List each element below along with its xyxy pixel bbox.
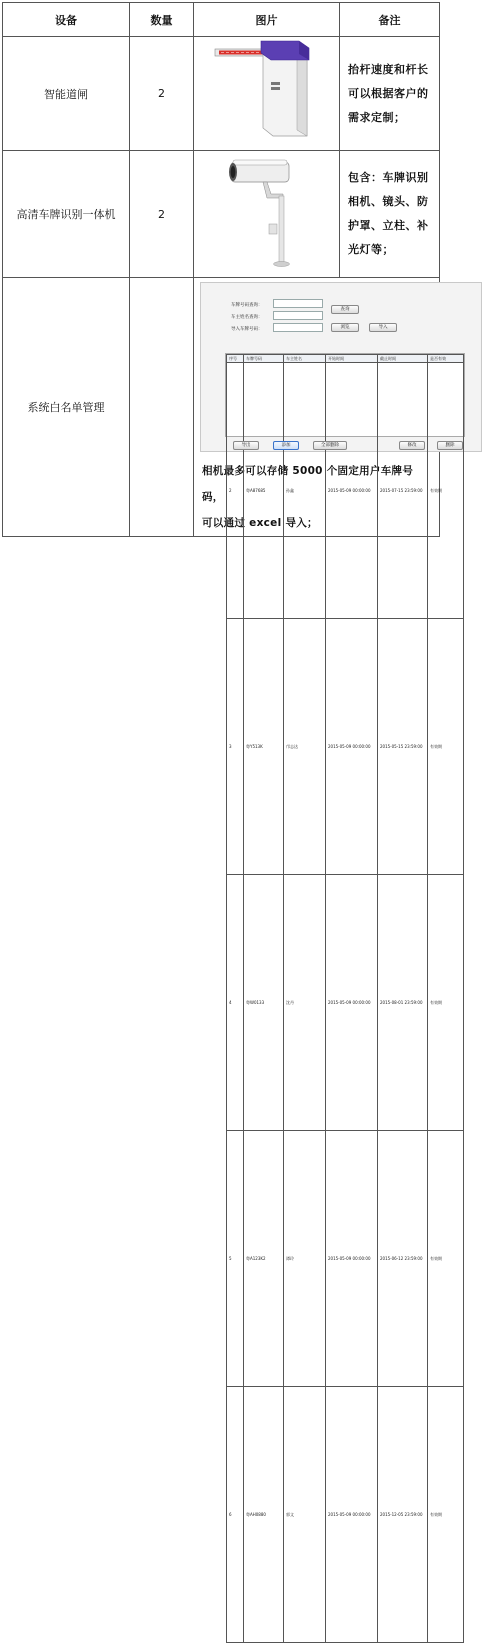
grid-cell: 有效期: [428, 363, 464, 619]
grid-cell: 2015-05-15 23:59:00: [378, 619, 428, 875]
lpr-camera-icon: [197, 152, 337, 272]
grid-cell: 3: [227, 619, 244, 875]
table-row: [3, 151, 440, 278]
whitelist-description-line1: 相机最多可以存储 5000 个固定用户车牌号码，: [202, 465, 414, 503]
grid-row: [227, 1131, 464, 1387]
device-name: 智能道闸: [3, 37, 130, 151]
header-note: 备注: [340, 3, 440, 37]
grid-row: [227, 619, 464, 875]
grid-header: 序号: [227, 355, 244, 363]
grid-cell: 粤A87685: [244, 363, 284, 619]
owner-query-input: [273, 311, 323, 320]
grid-cell: 2015-05-09 00:00:00: [326, 363, 378, 619]
device-image-cell: [194, 37, 340, 151]
device-note: 抬杆速度和杆长可以根据客户的需求定制；: [340, 37, 440, 151]
grid-header: 截止时间: [378, 355, 428, 363]
grid-row: [227, 363, 464, 619]
table-row: [3, 37, 440, 151]
add-button: 添加: [273, 441, 299, 450]
import-button: 导入: [369, 323, 397, 332]
plate-query-input: [273, 299, 323, 308]
grid-cell: 有效期: [428, 1131, 464, 1387]
import-path-input: [273, 323, 323, 332]
grid-row: [227, 875, 464, 1131]
equipment-table: [2, 2, 455, 1517]
import-label: 导入车牌号码：: [231, 327, 263, 332]
grid-header: 车牌号码: [244, 355, 284, 363]
grid-cell: 4: [227, 875, 244, 1131]
grid-cell: 5: [227, 1131, 244, 1387]
grid-cell: 2015-07-15 23:59:00: [378, 363, 428, 619]
export-button: 导出: [233, 441, 259, 450]
grid-cell: 2: [227, 363, 244, 619]
modify-button: 修改: [399, 441, 425, 450]
header-device: 设备: [3, 3, 130, 37]
grid-cell: 2015-05-09 00:00:00: [326, 875, 378, 1131]
grid-cell: 2015-08-01 23:59:00: [378, 875, 428, 1131]
device-quantity: 2: [130, 37, 194, 151]
grid-header-row: [227, 355, 464, 363]
grid-cell: 粤Y513K: [244, 619, 284, 875]
device-image-cell: [194, 151, 340, 278]
whitelist-cell: [194, 278, 455, 1517]
grid-cell: 粤AH0880: [244, 1387, 284, 1643]
header-quantity: 数量: [130, 3, 194, 37]
device-quantity: 2: [130, 151, 194, 278]
grid-cell: 孙鑫: [284, 363, 326, 619]
grid-cell: 2015-05-09 00:00:00: [326, 619, 378, 875]
grid-cell: 2015-06-12 23:59:00: [378, 1131, 428, 1387]
grid-header: 车主姓名: [284, 355, 326, 363]
grid-cell: 粤A123K2: [244, 1131, 284, 1387]
grid-cell: 2015-05-09 00:00:00: [326, 1131, 378, 1387]
table-header-row: [3, 3, 440, 37]
grid-cell: 谭玲: [284, 1131, 326, 1387]
table-row: [3, 278, 440, 537]
device-name: 系统白名单管理: [3, 278, 130, 537]
whitelist-description-line2: 可以通过 excel 导入；: [202, 517, 318, 529]
grid-cell: 沈丹: [284, 875, 326, 1131]
grid-row: [227, 1387, 464, 1643]
grid-cell: 2015-05-09 00:00:00: [326, 1387, 378, 1643]
grid-cell: 郭文: [284, 1387, 326, 1643]
grid-cell: 有效期: [428, 619, 464, 875]
grid-cell: 有效期: [428, 1387, 464, 1643]
query-button: 查询: [331, 305, 359, 314]
grid-cell: 2015-12-05 23:59:00: [378, 1387, 428, 1643]
device-quantity: [130, 278, 194, 537]
delete-all-button: 全部删除: [313, 441, 347, 450]
delete-button: 删除: [437, 441, 463, 450]
barrier-gate-icon: [197, 38, 337, 146]
grid-cell: 邝志达: [284, 619, 326, 875]
owner-query-label: 车主姓名查询：: [231, 315, 263, 320]
grid-cell: 有效期: [428, 875, 464, 1131]
browse-button: 浏览: [331, 323, 359, 332]
grid-cell: 粤W0133: [244, 875, 284, 1131]
grid-cell: 6: [227, 1387, 244, 1643]
grid-header: 是否有效: [428, 355, 464, 363]
device-name: 高清车牌识别一体机: [3, 151, 130, 278]
device-note: 包含：车牌识别相机、镜头、防护罩、立柱、补光灯等；: [340, 151, 440, 278]
plate-query-label: 车牌号码查询：: [231, 303, 263, 308]
header-image: 图片: [194, 3, 340, 37]
grid-header: 开始时间: [326, 355, 378, 363]
